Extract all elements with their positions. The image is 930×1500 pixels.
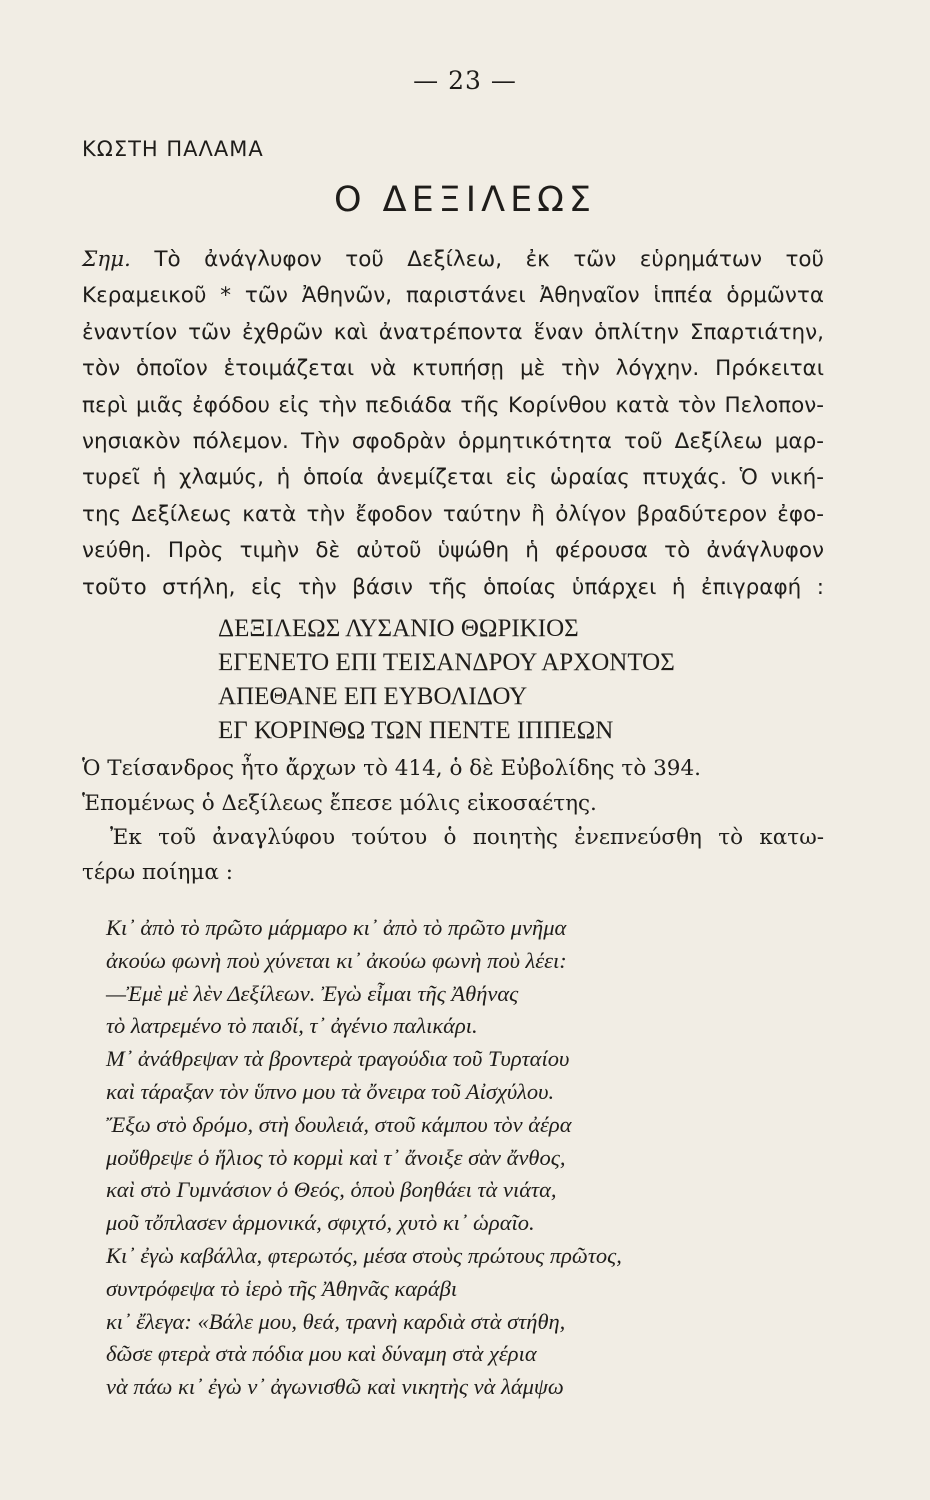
note-line: ἐναντίον τῶν ἐχθρῶν καὶ ἀνατρέποντα ἕναν ὁπλίτην Σπαρτιάτην, — [82, 319, 824, 345]
note-line: Κεραμεικοῦ * τῶν Ἀθηνῶν, παριστάνει Ἀθηναῖον ἱππέα ὁρμῶντα — [82, 283, 824, 309]
inscription-line: ΑΠΕΘΑΝΕ ΕΠ ΕΥΒΟΛΙΔΟΥ — [218, 683, 528, 710]
poem-line: τὸ λατρεμένο τὸ παιδί, τ᾽ ἀγένιο παλικάρι. — [106, 1013, 478, 1039]
commentary-line: τέρω ποίημα : — [82, 859, 233, 885]
poem-line: καὶ τάραξαν τὸν ὕπνο μου τὰ ὄνειρα τοῦ Αἰσχύλου. — [106, 1078, 555, 1104]
author-name: ΚΩΣΤΗ ΠΑΛΑΜΑ — [82, 137, 264, 161]
poem-line: δῶσε φτερὰ στὰ πόδια μου καὶ δύναμη στὰ χέρια — [106, 1341, 537, 1367]
poem-line: συντρόφεψα τὸ ἱερὸ τῆς Ἀθηνᾶς καράβι — [106, 1275, 458, 1301]
poem-line: μοῦ τὄπλασεν ἁρμονικά, σφιχτό, χυτὸ κι᾽ ὡραῖο. — [106, 1210, 535, 1236]
poem-line: Κι᾽ ἀπὸ τὸ πρῶτο μάρμαρο κι᾽ ἀπὸ τὸ πρῶτο μνῆμα — [106, 915, 567, 940]
poem-line: ἀκούω φωνὴ ποὺ χύνεται κι᾽ ἀκούω φωνὴ ποὺ λέει: — [106, 947, 567, 973]
poem-line: —Ἐμὲ μὲ λὲν Δεξίλεων. Ἐγὼ εἶμαι τῆς Ἀθήνας — [106, 980, 519, 1006]
commentary-line: Ἑπομένως ὁ Δεξίλεως ἔπεσε μόλις εἰκοσαέτης. — [82, 790, 597, 816]
note-line: Σημ. Τὸ ἀνάγλυφον τοῦ Δεξίλεω, ἐκ τῶν εὑρημάτων τοῦ — [82, 247, 824, 272]
commentary-line: Ἐκ τοῦ ἀναγλύφου τούτου ὁ ποιητὴς ἐνεπνεύσθη τὸ κατω- — [110, 825, 824, 850]
note-lead: Σημ. — [82, 247, 131, 272]
note-line: της Δεξίλεως κατὰ τὴν ἔφοδον ταύτην ἢ ὀλίγον βραδύτερον ἐφο- — [82, 501, 824, 527]
poem-line: Ἔξω στὸ δρόμο, στὴ δουλειά, στοῦ κάμπου τὸν ἀέρα — [106, 1111, 572, 1137]
note-line: τοῦτο στήλη, εἰς τὴν βάσιν τῆς ὁποίας ὑπάρχει ἡ ἐπιγραφή : — [82, 574, 824, 600]
poem-stanza — [106, 912, 826, 1404]
note-line: νησιακὸν πόλεμον. Τὴν σφοδρὰν ὁρμητικότητα τοῦ Δεξίλεω μαρ- — [82, 429, 824, 455]
stele-inscription — [218, 612, 778, 748]
poem-line: κι᾽ ἔλεγα: «Βάλε μου, θεά, τρανὴ καρδιὰ στὰ στήθη, — [106, 1308, 566, 1334]
poem-line: Κι᾽ ἐγὼ καβάλλα, φτερωτός, μέσα στοὺς πρώτους πρῶτος, — [106, 1242, 622, 1268]
poem-line: μοὔθρεψε ὁ ἥλιος τὸ κορμὶ καὶ τ᾽ ἄνοιξε σὰν ἄνθος, — [106, 1144, 566, 1170]
note-line: περὶ μιᾶς ἐφόδου εἰς τὴν πεδιάδα τῆς Κορίνθου κατὰ τὸν Πελοπον- — [82, 392, 824, 418]
editorial-note — [82, 242, 824, 606]
poem-line: καὶ στὸ Γυμνάσιον ὁ Θεός, ὁποὺ βοηθάει τὰ νιάτα, — [106, 1177, 557, 1203]
inscription-line: ΕΓ ΚΟΡΙΝΘΩ ΤΩΝ ΠΕΝΤΕ ΙΠΠΕΩΝ — [218, 717, 614, 744]
poem-title: Ο ΔΕΞΙΛΕΩΣ — [333, 180, 597, 220]
inscription-line: ΕΓΕΝΕΤΟ ΕΠΙ ΤΕΙΣΑΝΔΡΟΥ ΑΡΧΟΝΤΟΣ — [218, 649, 675, 676]
note-line: τὸν ὁποῖον ἑτοιμάζεται νὰ κτυπήσῃ μὲ τὴν λόγχην. Πρόκειται — [82, 356, 824, 382]
commentary-line: Ὁ Τείσανδρος ἦτο ἄρχων τὸ 414, ὁ δὲ Εὐβολίδης τὸ 394. — [82, 756, 701, 781]
poem-line: νὰ πάω κι᾽ ἐγὼ ν᾽ ἀγωνισθῶ καὶ νικητὴς νὰ λάμψω — [106, 1374, 564, 1400]
page-number: — 23 — — [413, 66, 517, 95]
note-line: νεύθη. Πρὸς τιμὴν δὲ αὐτοῦ ὑψώθη ἡ φέρουσα τὸ ἀνάγλυφον — [82, 538, 824, 564]
commentary — [82, 752, 824, 890]
inscription-line: ΔΕΞΙΛΕΩΣ ΛΥΣΑΝΙΟ ΘΩΡΙΚΙΟΣ — [218, 615, 579, 642]
poem-line: Μ᾽ ἀνάθρεψαν τὰ βροντερὰ τραγούδια τοῦ Τυρταίου — [106, 1046, 570, 1072]
note-line: τυρεῖ ἡ χλαμύς, ἡ ὁποία ἀνεμίζεται εἰς ὡραίας πτυχάς. Ὁ νική- — [82, 465, 824, 491]
